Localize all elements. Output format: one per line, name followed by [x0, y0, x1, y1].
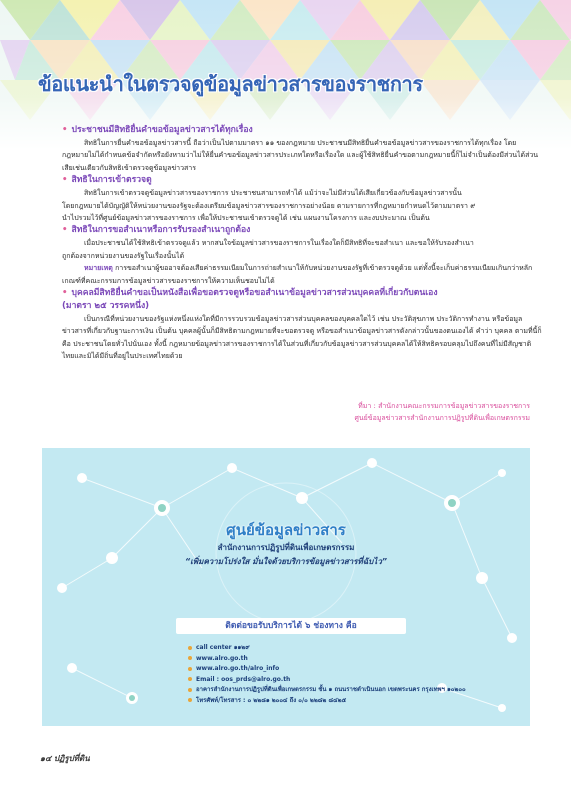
bullet-dot-icon: [188, 677, 192, 681]
source-credit: [240, 400, 530, 424]
infobox-title: ศูนย์ข้อมูลข่าวสาร: [226, 521, 346, 539]
reason-label: หมายเหตุ: [84, 264, 113, 273]
bullet-dot-icon: [188, 656, 192, 660]
page-footer: ๑๔ ปฏิรูปที่ดิน: [40, 754, 90, 763]
bullet-dot-icon: [188, 646, 192, 650]
list-item: [188, 654, 466, 665]
page-title: ข้อแนะนำในตรวจดูข้อมูลข่าวสารของราชการ: [38, 72, 423, 96]
list-item: [188, 643, 466, 654]
section-paragraph: สิทธิในการยื่นคำขอข้อมูลข่าวสารนี้ ถือว่าเป็นไปตามมาตรา ๑๑ ของกฎหมาย ประชาชนมีสิทธิยื่นคำขอข้อมูลข่าวสารของราชการได้ทุกเรื่อง โดยกฎหมายไม่ได้กำหนดข้อจำกัดหรือยังหามว่าไม่ให้ยื่นคำขอข้อมูลข่าวสารประเภทใดหรือเรื่องใด และผู้ใช้สิทธิยื่นคำขอตามกฎหมายนี้ก็ไม่จำเป็นต้องมีส่วนได้ส่วนเสียเช่นเดียวกับสิทธิเข้าตรวจดูข้อมูลข่าวสาร: [62, 139, 539, 172]
contact-channels-heading: ติดต่อขอรับบริการได้ ๖ ช่องทาง คือ: [176, 618, 406, 634]
contact-channel-list: [188, 643, 466, 707]
bullet-dot-icon: [188, 698, 192, 702]
section-copy-right: [62, 224, 542, 287]
section-heading: ประชาชนมีสิทธิยื่นคำขอข้อมูลข่าวสารได้ทุกเรื่อง: [71, 125, 253, 135]
section-paragraph: เมื่อประชาชนได้ใช้สิทธิเข้าตรวจดูแล้ว หากสนใจข้อมูลข่าวสารของราชการในเรื่องใดก็มีสิทธิที่จะขอสำเนา และขอให้รับรองสำเนา ถูกต้องจากหน่วยงานของรัฐในเรื่องนั้นได้: [62, 239, 474, 260]
section-paragraph: สิทธิในการเข้าตรวจดูข้อมูลข่าวสารของราชการ ประชาชนสามารถทำได้ แม้ว่าจะไม่มีส่วนได้เสียเกี่ยวข้องกับข้อมูลข่าวสารนั้น โดยกฎหมายได้บัญญัติให้หน่วยงานของรัฐจะต้องเตรียมข้อมูลข่าวสารของราชการอย่างน้อย ตามรายการที่กฎหมายกำหนดไว้ตามมาตรา ๙ นำไปรวมไว้ที่ศูนย์ข้อมูลข่าวสารของราชการ เพื่อให้ประชาชนเข้าตรวจดูได้ เช่น แผนงานโครงการ และงบประมาณ เป็นต้น: [62, 189, 476, 223]
section-personal-info-right: [62, 287, 542, 363]
channel-info-website[interactable]: www.alro.go.th/alro_info: [196, 665, 280, 673]
channel-call-center: call center ๑๑๒๙: [196, 644, 250, 651]
source-line: ที่มา : สำนักงานคณะกรรมการข้อมูลข่าวสารของราชการ: [358, 402, 530, 410]
information-center-infobox: [42, 448, 530, 726]
channel-website[interactable]: www.alro.go.th: [196, 654, 248, 662]
reason-text: การขอสำเนาผู้ขออาจต้องเสียค่าธรรมเนียมในการถ่ายสำเนาให้กับหน่วยงานของรัฐที่เข้าตรวจดูด้วย แต่ทั้งนี้จะเก็บค่าธรรมเนียมเกินกว่าหลักเกณฑ์ที่คณะกรรมการข้อมูลข่าวสารของราชการให้ความเห็นชอบไม่ได้: [62, 264, 533, 285]
bullet-icon: •: [62, 125, 68, 135]
bullet-icon: •: [62, 175, 68, 186]
list-item: [188, 685, 466, 696]
infobox-slogan: “เพิ่มความโปร่งใส มั่นใจด้วยบริการข้อมูลข่าวสารที่ฉับไว”: [185, 557, 387, 566]
list-item: [188, 664, 466, 675]
section-request-right: [62, 124, 542, 174]
list-item: [188, 696, 466, 707]
channel-address: อาคารสำนักงานการปฏิรูปที่ดินเพื่อเกษตรกรรม ชั้น ๑ ถนนราชดำเนินนอก เขตพระนคร กรุงเทพฯ ๑๐๒๐๐: [196, 686, 466, 694]
infobox-subtitle: สำนักงานการปฏิรูปที่ดินเพื่อเกษตรกรรม: [217, 543, 355, 552]
list-item: [188, 675, 466, 686]
article-body: [62, 124, 542, 363]
reason-note: [62, 262, 542, 287]
section-heading: สิทธิในการเข้าตรวจดู: [71, 175, 152, 186]
bullet-icon: •: [62, 288, 68, 299]
channel-email[interactable]: Email : oos_prds@alro.go.th: [196, 675, 291, 683]
bullet-dot-icon: [188, 667, 192, 671]
bullet-dot-icon: [188, 688, 192, 692]
channel-phone-fax: โทรศัพท์/โทรสาร : ๐ ๒๒๘๑ ๒๐๐๔ ถึง ๐/๐ ๒๒๘๒ ๘๔๒๕: [196, 696, 347, 704]
source-line: ศูนย์ข้อมูลข่าวสารสำนักงานการปฏิรูปที่ดินเพื่อเกษตรกรรม: [354, 414, 530, 422]
section-paragraph: เป็นกรณีที่หน่วยงานของรัฐแห่งหนึ่งแห่งใดที่มีการรวบรวมข้อมูลข่าวสารส่วนบุคคลของบุคคลใดไว้ เช่น ประวัติสุขภาพ ประวัติการทำงาน หรือข้อมูลข่าวสารที่เกี่ยวกับฐานะการเงิน เป็นต้น บุคคลผู้นั้นก็มีสิทธิตามกฎหมายที่จะขอตรวจดู หรือขอสำเนาข้อมูลข่าวสารดังกล่าวนั้นของตนเองได้ คำว่า บุคคล ตามที่นี้ก็คือ ประชาชนโดยทั่วไปนั่นเอง ทั้งนี้ กฎหมายข้อมูลข่าวสารของราชการได้ในส่วนที่เกี่ยวกับข้อมูลข่าวสารส่วนบุคคลได้ให้สิทธิครอบคลุมไปถึงคนที่ไม่มีสัญชาติไทยและมิได้มีถิ่นที่อยู่ในประเทศไทยด้วย: [62, 315, 542, 361]
section-heading: บุคคลมีสิทธิยื่นคำขอเป็นหนังสือเพื่อขอตรวจดูหรือขอสำเนาข้อมูลข่าวสารส่วนบุคคลที่เกี่ยวกับตนเอง (มาตรา ๒๕ วรรคหนึ่ง): [62, 288, 438, 312]
bullet-icon: •: [62, 225, 68, 236]
section-inspect-right: [62, 174, 542, 224]
section-heading: สิทธิในการขอสำเนาหรือการรับรองสำเนาถูกต้อง: [71, 225, 251, 236]
